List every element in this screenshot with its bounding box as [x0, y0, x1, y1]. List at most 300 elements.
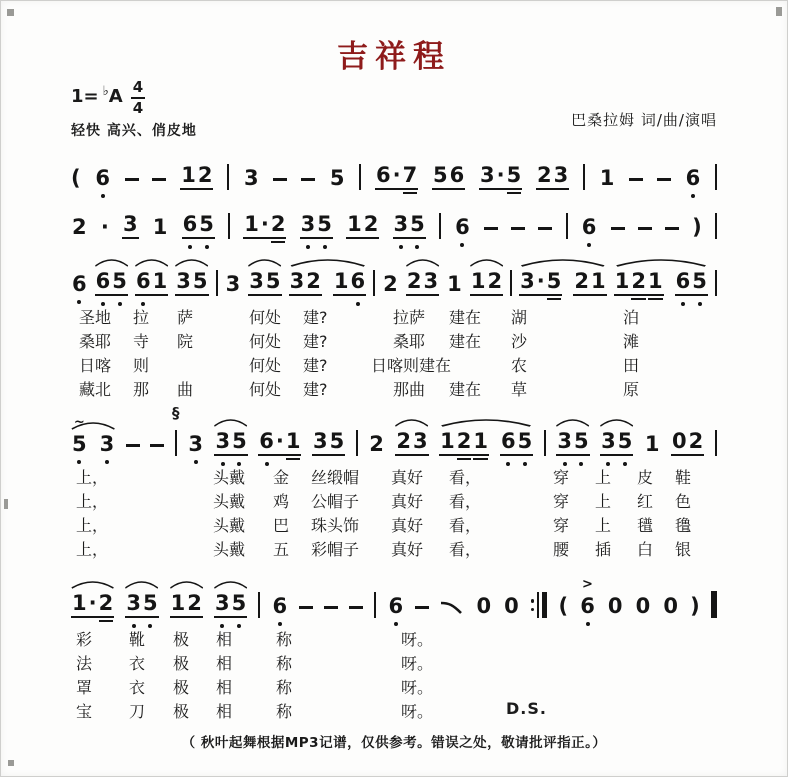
- note-char: 2: [383, 272, 398, 296]
- lyric-cell: 看，: [449, 540, 482, 559]
- lyric-cell: 头戴: [213, 540, 246, 559]
- barline: [258, 592, 260, 618]
- note-group: [393, 213, 426, 239]
- lyric-cell: 上，: [76, 516, 109, 535]
- note-char: ·: [536, 269, 545, 293]
- slur-arc: [405, 257, 440, 267]
- note-char: 1: [644, 432, 660, 456]
- barline: [172, 404, 180, 456]
- note-char: 6: [95, 270, 112, 293]
- lyric-cell: 彩: [76, 630, 93, 649]
- slur-arc: [124, 579, 159, 589]
- lyric-cell: 建在: [449, 308, 482, 327]
- note-char: 6: [375, 163, 391, 187]
- lyric-cell: 称: [276, 630, 293, 649]
- lyric-cell: 寺: [133, 332, 150, 351]
- note-char: 5: [573, 430, 590, 453]
- repeat-dot: [531, 608, 535, 612]
- slur-group: [289, 270, 367, 296]
- lyric-cell: 何处: [249, 380, 282, 399]
- note-char: 5: [142, 592, 159, 615]
- note-group: [180, 164, 213, 190]
- segno-icon: §: [172, 404, 180, 422]
- lyric-cell: 呀。: [401, 654, 434, 673]
- note-char: 2: [270, 213, 287, 236]
- note-group: [225, 273, 242, 296]
- note-char: 1: [333, 269, 349, 293]
- note-char: 1: [472, 430, 489, 453]
- lyric-cell: 拉: [133, 308, 150, 327]
- lyric-cell: 白: [637, 540, 654, 559]
- note-group: [95, 270, 128, 296]
- note-group: [122, 213, 139, 239]
- note-group: [395, 430, 428, 456]
- note-char: 6: [271, 595, 288, 618]
- note-char: 1: [470, 269, 486, 293]
- duration-dash: [629, 178, 643, 181]
- lyric-cell: 极: [173, 630, 190, 649]
- repeat-thin-bar: [537, 592, 539, 618]
- lyric-cell: 拉萨: [393, 308, 426, 327]
- lyric-row: [71, 537, 717, 561]
- note-char: 3: [300, 213, 317, 236]
- lyric-cell: 极: [173, 678, 190, 697]
- note-char: 5: [409, 213, 426, 236]
- note-group: [214, 592, 247, 618]
- note-group: [312, 430, 345, 456]
- barline: [227, 164, 229, 190]
- slur-arc: [469, 257, 504, 267]
- note-char: 3: [393, 213, 410, 236]
- note-char: 6: [500, 430, 517, 453]
- slur-arc: [613, 257, 709, 267]
- key-prefix: 1=: [71, 85, 99, 107]
- lyric-cell: 真好: [391, 468, 424, 487]
- sixteenth-beam: [99, 620, 114, 623]
- scan-artifact: [776, 7, 782, 16]
- note-char: 6: [258, 430, 275, 453]
- lyric-cell: 穿: [553, 516, 570, 535]
- note-group: [432, 164, 465, 190]
- slur-arc: [247, 257, 282, 267]
- note-char: 0: [635, 594, 651, 618]
- note-char: 1: [647, 270, 664, 293]
- lyric-cell: 建在: [449, 380, 482, 399]
- note-char: 5: [432, 163, 448, 187]
- lyric-cell: 看，: [449, 516, 482, 535]
- lyric-cell: 头戴: [213, 492, 246, 511]
- note-char: 6: [135, 270, 152, 293]
- lyric-cell: 宝: [76, 702, 93, 721]
- lyric-cell: 相: [216, 702, 233, 721]
- note-char: 0: [671, 429, 687, 453]
- note-char: 2: [574, 269, 590, 293]
- note-char: 3: [249, 269, 264, 293]
- lyric-cell: 何处: [249, 356, 282, 375]
- slur-arc: [174, 257, 209, 267]
- lyric-cell: 相: [216, 654, 233, 673]
- lyric-cell: 草: [511, 380, 528, 399]
- note-char: 7: [402, 164, 419, 187]
- repeat-sign: [531, 592, 548, 618]
- low-octave-dot: [586, 622, 590, 626]
- slur-arc: [213, 579, 248, 589]
- note-group: [248, 270, 281, 296]
- note-char: 5: [265, 269, 281, 293]
- note-group: [243, 167, 260, 190]
- note-char: ·: [88, 591, 97, 615]
- lyric-cell: 则: [133, 356, 150, 375]
- lyric-cell: 穿: [553, 492, 570, 511]
- note-char: 6: [685, 167, 702, 190]
- lyric-cell: 丝缎帽: [311, 468, 360, 487]
- note-char: 2: [363, 212, 379, 236]
- lyric-cell: 法: [76, 654, 93, 673]
- note-group: [446, 273, 463, 296]
- note-char: ·: [392, 163, 401, 187]
- barline: [359, 164, 361, 190]
- note-group: [500, 430, 533, 456]
- note-char: 5: [316, 213, 333, 236]
- lyric-cell: 建?: [303, 308, 328, 327]
- lyric-cell: 罩: [76, 678, 93, 697]
- key-tempo-group: [71, 78, 197, 140]
- lyric-cell: 泊: [623, 308, 640, 327]
- lyric-cell: 滩: [623, 332, 640, 351]
- lyric-cell: 田: [623, 356, 640, 375]
- note-char: 1: [152, 269, 168, 293]
- mordent-icon: ~: [73, 415, 85, 430]
- note-char: 5: [192, 269, 208, 293]
- note-group: [599, 167, 616, 190]
- low-octave-dot: [399, 245, 403, 249]
- note-group: [671, 430, 704, 456]
- barline: [356, 430, 358, 456]
- time-top: 4: [131, 80, 145, 99]
- lyrics-block-2: [71, 465, 717, 561]
- note-char: 2: [487, 269, 503, 293]
- music-line-1: [71, 160, 717, 190]
- note-char: 6: [94, 167, 111, 190]
- lyric-cell: 皮: [637, 468, 654, 487]
- note-char: 3: [214, 430, 231, 453]
- music-line-5: [71, 577, 717, 618]
- barline: [373, 270, 375, 296]
- note-group: [271, 595, 288, 618]
- note-group: [289, 270, 322, 296]
- note-char: 6: [579, 595, 596, 618]
- duration-dash: [299, 606, 313, 609]
- barline: [510, 270, 512, 296]
- lyric-cell: 鞋: [675, 468, 692, 487]
- note-char: 3: [479, 163, 495, 187]
- note-char: 2: [536, 163, 552, 187]
- note-group: [644, 433, 661, 456]
- lyric-row: [71, 627, 717, 651]
- low-octave-dot: [323, 245, 327, 249]
- note-group: [368, 433, 385, 456]
- duration-dash: [611, 227, 625, 230]
- note-group: [135, 270, 168, 296]
- low-octave-dot: [278, 622, 282, 626]
- accent-icon: >: [582, 577, 593, 592]
- note-char: 6: [581, 216, 598, 239]
- low-octave-dot: [460, 243, 464, 247]
- note-char: 2: [197, 163, 213, 187]
- lyric-row: [71, 377, 717, 401]
- note-group: [573, 270, 606, 296]
- lyric-cell: 上: [595, 492, 612, 511]
- note-group: [346, 213, 379, 239]
- barline: [439, 213, 441, 239]
- note-char: 1: [170, 591, 186, 615]
- note-group: [614, 270, 664, 296]
- slur-group: [71, 415, 115, 456]
- slur-arc: [169, 579, 204, 589]
- lyric-cell: 真好: [391, 540, 424, 559]
- note-group: [662, 595, 679, 618]
- lyric-cell: 公帽子: [311, 492, 360, 511]
- barline: [715, 270, 717, 296]
- lyric-cell: 称: [276, 654, 293, 673]
- lyric-cell: 上，: [76, 492, 109, 511]
- note-char: 2: [369, 432, 384, 456]
- key-signature: [71, 78, 197, 117]
- note-group: [388, 595, 405, 618]
- lyric-cell: 氆: [637, 516, 654, 535]
- note-group: [71, 216, 88, 239]
- low-octave-dot: [691, 194, 695, 198]
- slur-arc: [94, 257, 129, 267]
- lyric-cell: 色: [675, 492, 692, 511]
- barline: [715, 213, 717, 239]
- note-char: ·: [496, 163, 505, 187]
- note-char: 1: [72, 591, 87, 615]
- slur-arc: [70, 579, 115, 589]
- lyric-cell: 藏北: [79, 380, 112, 399]
- lyric-cell: 呀。: [401, 630, 434, 649]
- note-char: 5: [198, 213, 215, 236]
- lyric-cell: 穿: [553, 468, 570, 487]
- lyric-cell: 那: [133, 380, 150, 399]
- lyric-cell: 萨: [177, 308, 194, 327]
- note-char: 2: [72, 215, 87, 239]
- low-octave-dot: [188, 245, 192, 249]
- note-char: 5: [231, 592, 248, 615]
- note-group: [475, 595, 492, 618]
- note-group: [152, 216, 169, 239]
- note-char: 1: [181, 163, 196, 187]
- slur-arc: [394, 417, 429, 427]
- barline: [374, 592, 376, 618]
- note-char: 3: [176, 269, 191, 293]
- lyric-cell: 呀。: [401, 702, 434, 721]
- lyric-cell: 院: [177, 332, 194, 351]
- sixteenth-beam: [631, 298, 646, 301]
- lyric-cell: 建?: [303, 332, 328, 351]
- duration-dash: [349, 606, 363, 609]
- lyric-row: [71, 489, 717, 513]
- note-group: [382, 273, 399, 296]
- duration-dash: [665, 227, 679, 230]
- lyric-cell: 沙: [511, 332, 528, 351]
- slur-arc: [438, 417, 534, 427]
- sixteenth-beam: [286, 458, 301, 461]
- note-group: [503, 595, 520, 618]
- note-char: 1: [244, 212, 259, 236]
- duration-dash: [125, 178, 139, 181]
- repeat-thick-bar: [542, 592, 547, 618]
- lyric-row: [71, 353, 717, 377]
- note-char: 3: [187, 433, 204, 456]
- note-char: 1: [591, 269, 606, 293]
- slur-arc: [134, 257, 169, 267]
- lyric-cell: 五: [273, 540, 290, 559]
- lyric-cell: 看，: [449, 468, 482, 487]
- duration-dash: [638, 227, 652, 230]
- lyric-row: [71, 675, 717, 699]
- lyric-cell: 建在: [449, 332, 482, 351]
- note-group: [175, 270, 208, 296]
- duration-dash: [150, 444, 164, 447]
- lyric-cell: 彩帽子: [311, 540, 360, 559]
- note-group: [479, 164, 522, 190]
- song-title: 吉祥程: [337, 39, 451, 75]
- duration-dash: [324, 606, 338, 609]
- lyric-cell: 上: [595, 468, 612, 487]
- lyric-cell: 上，: [76, 468, 109, 487]
- lyric-cell: 巴: [273, 516, 290, 535]
- key-note: A: [108, 85, 123, 107]
- lyric-cell: 农: [511, 356, 528, 375]
- note-char: 0: [663, 594, 678, 618]
- note-group: [579, 577, 596, 618]
- sixteenth-beam: [403, 192, 418, 195]
- barline: [216, 270, 218, 296]
- note-group: [556, 430, 589, 456]
- repeat-dots: [531, 599, 535, 611]
- note-group: [71, 273, 88, 296]
- lyric-cell: 称: [276, 702, 293, 721]
- low-octave-dot: [306, 245, 310, 249]
- duration-dash: [415, 606, 429, 609]
- note-group: [71, 592, 114, 618]
- lyric-cell: 相: [216, 630, 233, 649]
- note-char: ·: [275, 429, 284, 453]
- lyric-cell: 湖: [511, 308, 528, 327]
- sixteenth-beam: [507, 192, 522, 195]
- note-char: 3: [289, 269, 305, 293]
- note-group: [375, 164, 418, 190]
- lyric-cell: 极: [173, 654, 190, 673]
- note-group: [329, 167, 346, 190]
- note-char: 2: [406, 269, 422, 293]
- note-char: 3: [122, 212, 138, 236]
- note-char: 0: [607, 594, 623, 618]
- lyric-cell: 真好: [391, 492, 424, 511]
- note-char: 5: [617, 430, 634, 453]
- barline: [715, 430, 717, 456]
- barline: [715, 164, 717, 190]
- note-char: 3: [553, 163, 569, 187]
- duration-dash: [126, 444, 140, 447]
- duration-dash: [511, 227, 525, 230]
- lyric-cell: 建?: [303, 380, 328, 399]
- lyric-cell: 日喀: [79, 356, 112, 375]
- slur-arc: [213, 417, 248, 427]
- note-char: 6: [182, 213, 199, 236]
- note-group: [635, 595, 652, 618]
- note-char: 5: [517, 430, 534, 453]
- note-char: 1: [285, 430, 302, 453]
- note-char: 3: [225, 272, 241, 296]
- lyric-cell: 上: [595, 516, 612, 535]
- sixteenth-beam: [457, 458, 472, 461]
- note-char: 3: [125, 592, 142, 615]
- note-group: [454, 216, 471, 239]
- lyric-cell: 建?: [303, 356, 328, 375]
- ds-marking: D.S.: [506, 699, 547, 718]
- note-char: 3: [243, 166, 259, 190]
- lyric-cell: 靴: [129, 630, 146, 649]
- slur-arc: [518, 257, 607, 267]
- low-octave-dot: [587, 243, 591, 247]
- note-char: 3: [600, 430, 617, 453]
- lyric-cell: 上，: [76, 540, 109, 559]
- tempo-marking: 轻快 高兴、俏皮地: [71, 123, 197, 139]
- low-octave-dot: [77, 300, 81, 304]
- lyric-row: [71, 465, 717, 489]
- note-group: [71, 415, 88, 456]
- note-group: [675, 270, 708, 296]
- sixteenth-beam: [271, 241, 286, 244]
- lyric-cell: 桑耶: [393, 332, 426, 351]
- note-char: 1: [347, 212, 362, 236]
- lyric-cell: 刀: [129, 702, 146, 721]
- note-group: [607, 595, 624, 618]
- slur-group: [614, 270, 708, 296]
- lyric-cell: 原: [623, 380, 640, 399]
- slur-group: [519, 270, 606, 296]
- notation-text: (: [558, 594, 569, 618]
- lyric-cell: 金: [273, 468, 290, 487]
- slur-arc: [288, 257, 368, 267]
- low-octave-dot: [101, 194, 105, 198]
- time-signature: [131, 80, 145, 116]
- note-char: 6: [675, 270, 692, 293]
- note-group: [600, 430, 633, 456]
- lyric-cell: 鸡: [273, 492, 290, 511]
- note-char: 1: [447, 272, 462, 296]
- barline: [566, 213, 568, 239]
- note-group: [333, 270, 366, 296]
- note-group: [214, 430, 247, 456]
- low-octave-dot: [394, 622, 398, 626]
- lyric-cell: 衣: [129, 654, 146, 673]
- barline: [228, 213, 230, 239]
- sixteenth-beam: [473, 458, 488, 461]
- note-char: 5: [231, 430, 248, 453]
- note-group: [187, 433, 204, 456]
- music-line-3: [71, 266, 717, 296]
- note-group: [125, 592, 158, 618]
- note-char: 5: [546, 270, 563, 293]
- lyric-cell: 何处: [249, 308, 282, 327]
- repeat-dot: [531, 599, 535, 603]
- lyric-cell: 桑耶: [79, 332, 112, 351]
- note-group: [536, 164, 569, 190]
- note-char: 1: [614, 269, 630, 293]
